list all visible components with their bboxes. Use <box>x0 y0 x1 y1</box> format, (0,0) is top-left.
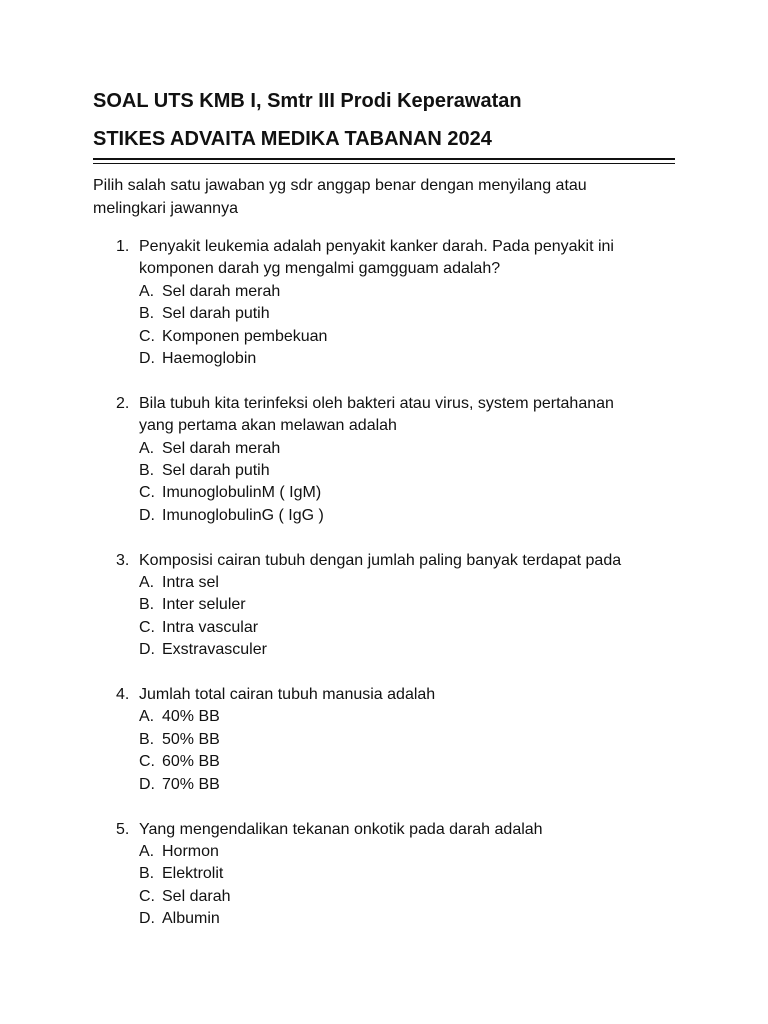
option-letter: A. <box>139 574 155 592</box>
answer-option[interactable] <box>139 348 675 370</box>
question-number: 5. <box>116 820 130 838</box>
question-text: Yang mengendalikan tekanan onkotik pada darah adalah <box>139 820 543 838</box>
document-subtitle: STIKES ADVAITA MEDIKA TABANAN 2024 <box>93 128 492 150</box>
question-item <box>93 684 675 796</box>
option-text: ImunoglobulinG ( IgG ) <box>162 506 324 524</box>
question-item <box>93 393 675 527</box>
option-letter: D. <box>139 641 155 659</box>
option-text: Intra sel <box>162 574 219 592</box>
option-text: 70% BB <box>162 775 220 793</box>
answer-option[interactable] <box>139 326 675 348</box>
option-text: Sel darah <box>162 887 231 905</box>
option-letter: D. <box>139 775 155 793</box>
question-item <box>93 550 675 662</box>
answer-option[interactable] <box>139 841 675 863</box>
option-text: Exstravasculer <box>162 641 267 659</box>
option-text: Sel darah merah <box>162 439 281 457</box>
option-letter: B. <box>139 305 155 323</box>
option-letter: C. <box>139 887 155 905</box>
answer-option[interactable] <box>139 617 675 639</box>
option-text: Sel darah putih <box>162 305 270 323</box>
option-text: Hormon <box>162 842 219 860</box>
question-number: 4. <box>116 686 130 704</box>
option-text: 50% BB <box>162 730 220 748</box>
answer-option[interactable] <box>139 863 675 885</box>
option-text: Inter seluler <box>162 596 246 614</box>
question-list <box>93 236 675 931</box>
answer-option[interactable] <box>139 303 675 325</box>
answer-option[interactable] <box>139 706 675 728</box>
answer-option[interactable] <box>139 281 675 303</box>
title-divider <box>93 158 675 164</box>
option-text: 40% BB <box>162 708 220 726</box>
answer-option[interactable] <box>139 438 675 460</box>
option-letter: C. <box>139 484 155 502</box>
option-letter: B. <box>139 730 155 748</box>
option-text: Haemoglobin <box>162 350 257 368</box>
option-letter: D. <box>139 506 155 524</box>
option-letter: B. <box>139 596 155 614</box>
option-text: Elektrolit <box>162 865 224 883</box>
question-text: Jumlah total cairan tubuh manusia adalah <box>139 686 436 704</box>
option-letter: A. <box>139 282 155 300</box>
answer-option[interactable] <box>139 886 675 908</box>
answer-option[interactable] <box>139 639 675 661</box>
option-letter: A. <box>139 708 155 726</box>
option-letter: A. <box>139 842 155 860</box>
answer-option[interactable] <box>139 594 675 616</box>
answer-option[interactable] <box>139 460 675 482</box>
document-title: SOAL UTS KMB I, Smtr III Prodi Keperawatan <box>93 90 522 112</box>
answer-option[interactable] <box>139 505 675 527</box>
option-letter: D. <box>139 350 155 368</box>
question-text: Komposisi cairan tubuh dengan jumlah paling banyak terdapat pada <box>139 551 622 569</box>
option-text: Intra vascular <box>162 618 259 636</box>
answer-option[interactable] <box>139 908 675 930</box>
option-letter: B. <box>139 865 155 883</box>
option-text: Komponen pembekuan <box>162 327 328 345</box>
answer-option[interactable] <box>139 729 675 751</box>
question-text: Penyakit leukemia adalah penyakit kanker darah. Pada penyakit ini komponen darah yg mengalmi gamgguam adalah? <box>139 238 614 278</box>
option-text: Sel darah merah <box>162 282 281 300</box>
question-number: 1. <box>116 238 130 255</box>
answer-options <box>139 706 675 796</box>
option-letter: B. <box>139 462 155 480</box>
option-text: 60% BB <box>162 753 220 771</box>
option-text: ImunoglobulinM ( IgM) <box>162 484 322 502</box>
question-item <box>93 236 675 370</box>
option-letter: C. <box>139 327 155 345</box>
option-letter: D. <box>139 910 155 928</box>
answer-option[interactable] <box>139 572 675 594</box>
question-number: 2. <box>116 394 130 412</box>
option-letter: C. <box>139 753 155 771</box>
question-item <box>93 819 675 931</box>
answer-options <box>139 281 675 371</box>
option-text: Albumin <box>162 910 220 928</box>
option-letter: A. <box>139 439 155 457</box>
option-text: Sel darah putih <box>162 462 270 480</box>
answer-option[interactable] <box>139 774 675 796</box>
answer-options <box>139 438 675 528</box>
question-text: Bila tubuh kita terinfeksi oleh bakteri atau virus, system pertahanan yang pertama akan melawan adalah <box>139 394 614 435</box>
answer-options <box>139 572 675 662</box>
answer-option[interactable] <box>139 751 675 773</box>
document-page <box>93 86 675 953</box>
option-letter: C. <box>139 618 155 636</box>
answer-option[interactable] <box>139 482 675 504</box>
answer-options <box>139 841 675 931</box>
question-number: 3. <box>116 551 130 569</box>
instructions-text: Pilih salah satu jawaban yg sdr anggap benar dengan menyilang atau melingkari jawannya <box>93 177 587 217</box>
